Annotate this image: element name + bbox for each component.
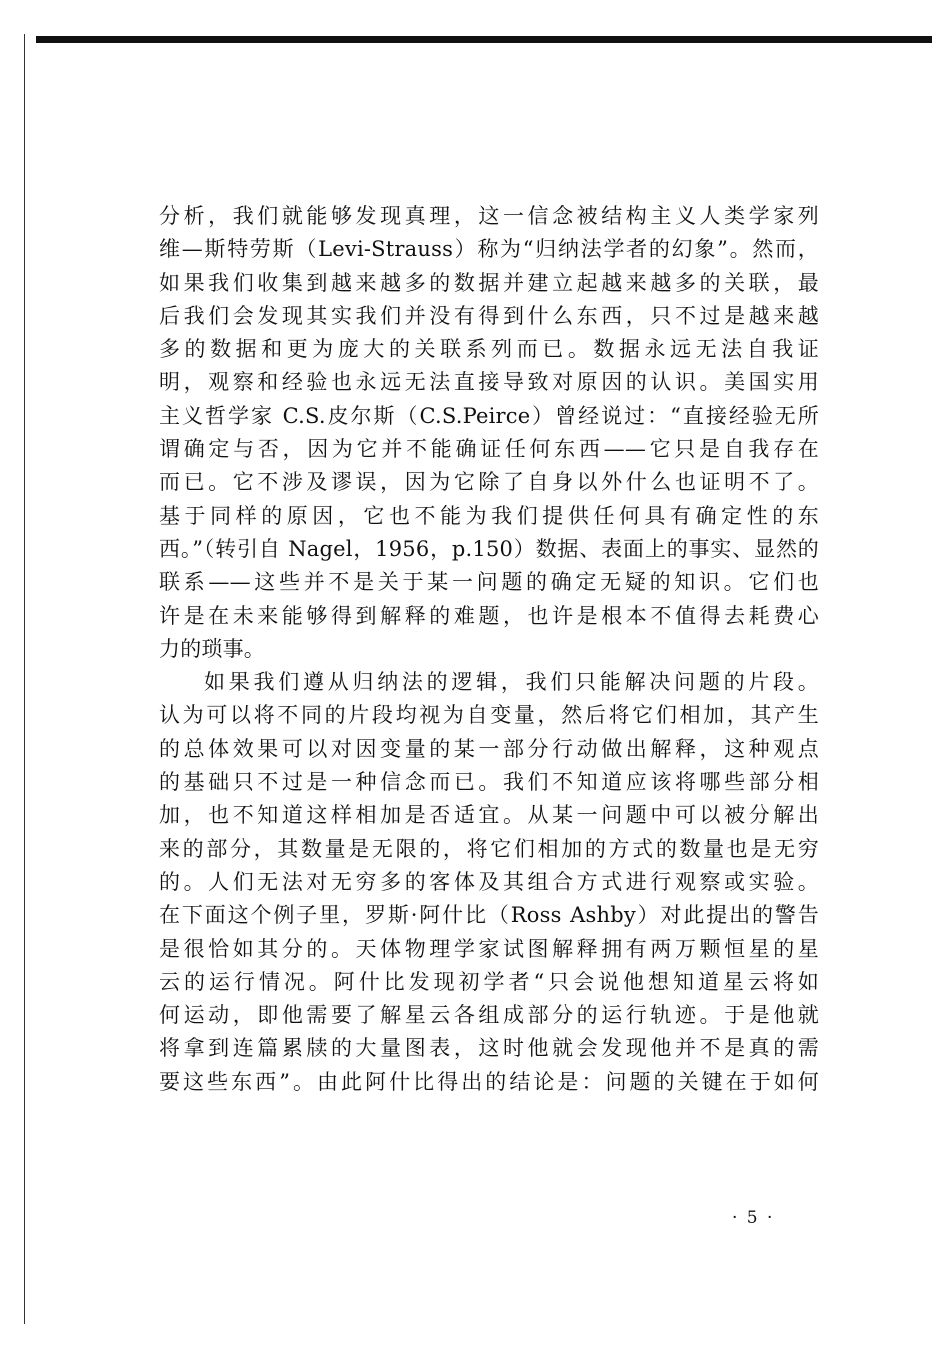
text-line: 加，也不知道这样相加是否适宜。从某一问题中可以被分解出 bbox=[159, 803, 819, 828]
header-rule bbox=[36, 36, 932, 43]
text-line: 基于同样的原因，它也不能为我们提供任何具有确定性的东 bbox=[159, 503, 819, 528]
text-line: 谓确定与否，因为它并不能确证任何东西——它只是自我存在 bbox=[159, 437, 819, 462]
text-line: 而已。它不涉及谬误，因为它除了自身以外什么也证明不了。 bbox=[159, 470, 819, 495]
text-line: 力的琐事。 bbox=[159, 636, 265, 661]
text-line: 的总体效果可以对因变量的某一部分行动做出解释，这种观点 bbox=[159, 736, 819, 761]
text-line: 在下面这个例子里，罗斯·阿什比（Ross Ashby）对此提出的警告 bbox=[159, 903, 819, 928]
text-line: 后我们会发现其实我们并没有得到什么东西，只不过是越来越 bbox=[159, 303, 819, 328]
text-line: 来的部分，其数量是无限的，将它们相加的方式的数量也是无穷 bbox=[159, 836, 819, 861]
text-line: 如果我们遵从归纳法的逻辑，我们只能解决问题的片段。 bbox=[204, 670, 819, 695]
text-line: 主义哲学家 C.S.皮尔斯（C.S.Peirce）曾经说过：“直接经验无所 bbox=[159, 403, 819, 428]
text-line: 许是在未来能够得到解释的难题，也许是根本不值得去耗费心 bbox=[159, 603, 819, 628]
paragraph-2 bbox=[159, 666, 819, 1099]
text-line: 多的数据和更为庞大的关联系列而已。数据永远无法自我证 bbox=[159, 337, 819, 362]
text-line: 分析，我们就能够发现真理，这一信念被结构主义人类学家列 bbox=[159, 204, 819, 228]
text-line: 要这些东西”。由此阿什比得出的结论是：问题的关键在于如何 bbox=[159, 1069, 819, 1094]
page-number: · 5 · bbox=[732, 1208, 775, 1228]
text-line: 西。”（转引自 Nagel，1956，p.150）数据、表面上的事实、显然的 bbox=[159, 536, 819, 561]
text-line: 维—斯特劳斯（Levi-Strauss）称为“归纳法学者的幻象”。然而， bbox=[159, 237, 819, 262]
text-line: 如果我们收集到越来越多的数据并建立起越来越多的关联，最 bbox=[159, 270, 819, 295]
scan-left-edge bbox=[24, 34, 25, 1324]
text-line: 是很恰如其分的。天体物理学家试图解释拥有两万颗恒星的星 bbox=[159, 936, 819, 961]
text-line: 认为可以将不同的片段均视为自变量，然后将它们相加，其产生 bbox=[159, 703, 819, 728]
text-line: 的。人们无法对无穷多的客体及其组合方式进行观察或实验。 bbox=[159, 869, 819, 894]
text-line: 的基础只不过是一种信念而已。我们不知道应该将哪些部分相 bbox=[159, 770, 819, 795]
text-line: 将拿到连篇累牍的大量图表，这时他就会发现他并不是真的需 bbox=[159, 1036, 819, 1061]
text-line: 何运动，即他需要了解星云各组成部分的运行轨迹。于是他就 bbox=[159, 1003, 819, 1028]
body-text bbox=[159, 200, 819, 1099]
text-line: 明，观察和经验也永远无法直接导致对原因的认识。美国实用 bbox=[159, 370, 819, 395]
text-line: 联系——这些并不是关于某一问题的确定无疑的知识。它们也 bbox=[159, 570, 819, 595]
text-line: 云的运行情况。阿什比发现初学者“只会说他想知道星云将如 bbox=[159, 969, 819, 994]
paragraph-1 bbox=[159, 200, 819, 666]
